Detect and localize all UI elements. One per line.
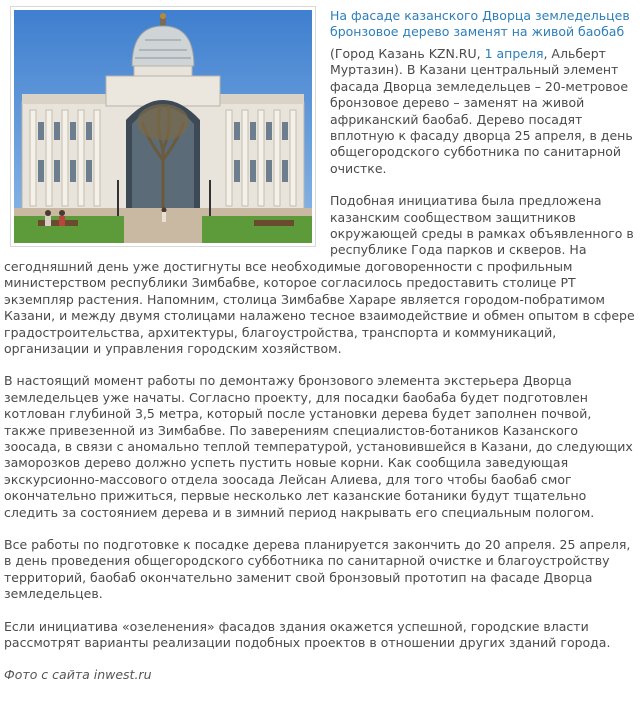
photo-credit: Фото с сайта inwest.ru: [4, 667, 152, 683]
palace-of-farmers-photo: [14, 10, 312, 243]
article-paragraph-3: В настоящий момент работы по демонтажу бронзового элемента экстерьера Дворца земледельцев уже начаты. Согласно проекту, для посадки баобаба будет подготовлен котлован глубиной 3,5 метра, который после установки дерева будет заполнен почвой, также привезенной из Зимбабве. По заверениям специалистов-ботаников Казанского зоосада, в связи с аномально теплой температурой, установившейся в Казани, до следующих заморозков дерево должно успеть пустить новые корни. Как сообщила заведующая экскурсионно-массового отдела зоосада Лейсан Алиева, для того чтобы баобаб смог окончательно прижиться, первые несколько лет казанские ботаники будут тщательно следить за состоянием дерева и в зимний период накрывать его специальным пологом.: [4, 373, 633, 520]
article-paragraph-2: Подобная инициатива была предложена казанским сообществом защитников окружающей среды в рамках объявленного в республике Года парков и скверов. На сегодняшний день уже достигнуты все необходимые договоренности с профильным министерством республики Зимбабве, которое согласилось предоставить столице РТ экземпляр растения. Напомним, столица Зимбабве Хараре является городом-побратимом Казани, и между двумя столицами налажено тесное взаимодействие и обмен опытом в сфере градостроительства, архитектуры, благоустройства, транспорта и коммуникаций, организации и управления городским хозяйством.: [4, 193, 635, 356]
lead-source: (Город Казань KZN.RU,: [330, 46, 485, 61]
article-photo: [10, 6, 316, 247]
article-paragraph-4: Все работы по подготовке к посадке дерева планируется закончить до 20 апреля. 25 апреля, в день проведения общегородского субботника по санитарной очистке и благоустройству территорий, баобаб окончательно заменит свой бронзовый прототип на фасаде Дворца земледельцев.: [4, 536, 631, 602]
article-title[interactable]: На фасаде казанского Дворца земледельцев бронзовое дерево заменят на живой баобаб: [330, 8, 630, 39]
lead-text: , Альберт Муртазин). В Казани центральный элемент фасада Дворца земледельцев – 20-метровое бронзовое дерево – заменят на живой африканский баобаб. Дерево посадят вплотную к фасаду дворца 25 апреля, в день общегородского субботника по санитарной очистке.: [330, 46, 633, 176]
article-paragraph-5: Если инициатива «озеленения» фасадов здания окажется успешной, городские власти рассмотрят варианты реализации подобных проектов в отношении других зданий города.: [4, 618, 611, 650]
article-date-link[interactable]: 1 апреля: [484, 46, 544, 61]
